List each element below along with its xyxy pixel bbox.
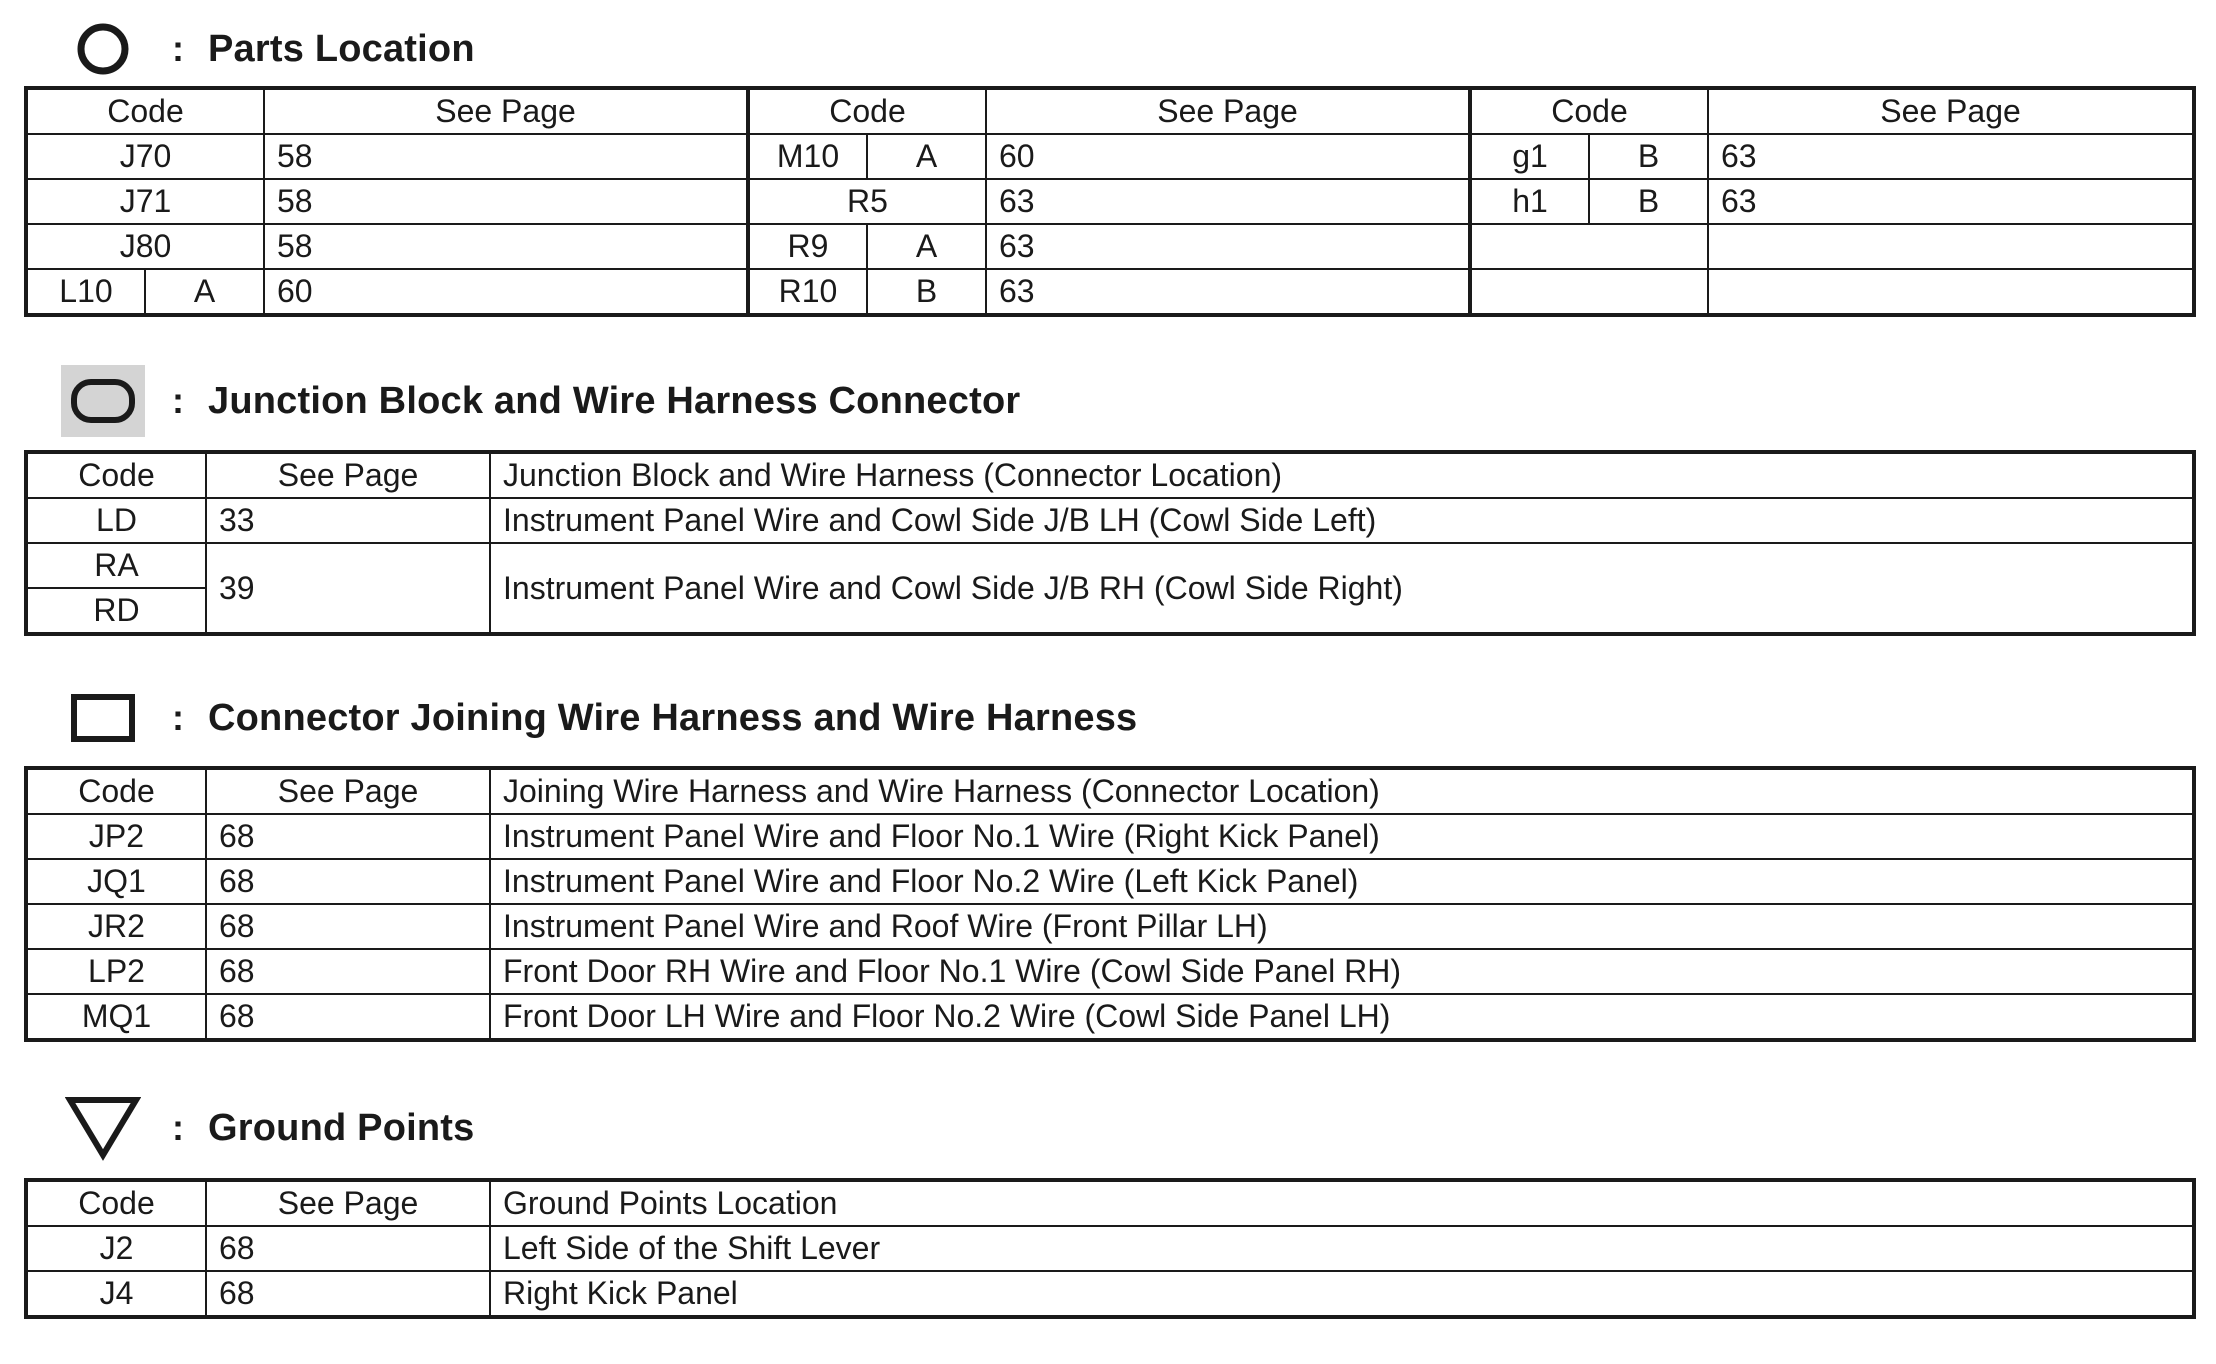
header-code: Code — [748, 88, 986, 134]
header-code: Code — [26, 768, 206, 814]
connector-code: JR2 — [26, 904, 206, 949]
table-row — [26, 543, 2194, 588]
section-title: Ground Points — [208, 1106, 475, 1149]
part-code: M10 — [748, 134, 867, 179]
header-description: Joining Wire Harness and Wire Harness (Connector Location) — [490, 768, 2194, 814]
connector-code: RA — [26, 543, 206, 588]
ground-code: J4 — [26, 1271, 206, 1317]
ground-description: Right Kick Panel — [490, 1271, 2194, 1317]
connector-description: Front Door RH Wire and Floor No.1 Wire (Cowl Side Panel RH) — [490, 949, 2194, 994]
table-row — [26, 179, 2194, 224]
header-see-page: See Page — [264, 88, 748, 134]
part-sub: A — [867, 134, 986, 179]
table-row — [26, 134, 2194, 179]
part-page: 58 — [264, 134, 748, 179]
table-row — [26, 1271, 2194, 1317]
header-code: Code — [26, 88, 264, 134]
empty-cell — [1470, 269, 1708, 315]
header-see-page: See Page — [206, 1180, 490, 1226]
rectangle-icon — [58, 683, 148, 753]
table-row — [26, 949, 2194, 994]
connector-page: 68 — [206, 859, 490, 904]
part-page: 60 — [264, 269, 748, 315]
connector-page: 68 — [206, 994, 490, 1040]
header-description: Ground Points Location — [490, 1180, 2194, 1226]
header-see-page: See Page — [206, 452, 490, 498]
section-colon: : — [172, 28, 184, 69]
part-sub: A — [145, 269, 264, 315]
circle-icon — [58, 14, 148, 84]
ground-page: 68 — [206, 1226, 490, 1271]
connector-code: MQ1 — [26, 994, 206, 1040]
junction-block-table — [24, 450, 2196, 636]
table-row — [26, 859, 2194, 904]
table-row — [26, 1226, 2194, 1271]
connector-description: Instrument Panel Wire and Floor No.1 Wire (Right Kick Panel) — [490, 814, 2194, 859]
table-header-row — [26, 768, 2194, 814]
part-code: R10 — [748, 269, 867, 315]
part-page: 63 — [986, 179, 1470, 224]
connector-description: Instrument Panel Wire and Cowl Side J/B LH (Cowl Side Left) — [490, 498, 2194, 543]
section-colon: : — [172, 1107, 184, 1148]
part-code: h1 — [1470, 179, 1589, 224]
section-colon: : — [172, 697, 184, 738]
table-row — [26, 904, 2194, 949]
header-code: Code — [26, 452, 206, 498]
section-header-junction-block — [58, 366, 1458, 436]
table-header-row — [26, 88, 2194, 134]
part-code: L10 — [26, 269, 145, 315]
table-row — [26, 814, 2194, 859]
header-see-page: See Page — [986, 88, 1470, 134]
part-page: 58 — [264, 179, 748, 224]
table-row — [26, 994, 2194, 1040]
connector-page: 33 — [206, 498, 490, 543]
part-page: 60 — [986, 134, 1470, 179]
part-sub: B — [1589, 179, 1708, 224]
part-sub: B — [867, 269, 986, 315]
ground-points-table — [24, 1178, 2196, 1319]
connector-description: Instrument Panel Wire and Cowl Side J/B RH (Cowl Side Right) — [490, 543, 2194, 634]
part-sub: A — [867, 224, 986, 269]
part-code: R9 — [748, 224, 867, 269]
connector-page: 68 — [206, 904, 490, 949]
part-code: J80 — [26, 224, 264, 269]
connector-code: JP2 — [26, 814, 206, 859]
connector-code: JQ1 — [26, 859, 206, 904]
header-code: Code — [1470, 88, 1708, 134]
empty-cell — [1708, 224, 2194, 269]
connector-code: LD — [26, 498, 206, 543]
part-page: 63 — [986, 224, 1470, 269]
table-row — [26, 498, 2194, 543]
part-page: 63 — [1708, 134, 2194, 179]
empty-cell — [1470, 224, 1708, 269]
table-header-row — [26, 1180, 2194, 1226]
header-see-page: See Page — [1708, 88, 2194, 134]
ground-code: J2 — [26, 1226, 206, 1271]
part-page: 63 — [986, 269, 1470, 315]
triangle-down-icon — [58, 1093, 148, 1163]
connector-page: 68 — [206, 949, 490, 994]
table-row — [26, 269, 2194, 315]
section-header-connector-joining — [58, 683, 1458, 753]
connector-description: Front Door LH Wire and Floor No.2 Wire (Cowl Side Panel LH) — [490, 994, 2194, 1040]
section-title: Parts Location — [208, 27, 475, 70]
part-code: J71 — [26, 179, 264, 224]
part-page: 58 — [264, 224, 748, 269]
header-see-page: See Page — [206, 768, 490, 814]
empty-cell — [1708, 269, 2194, 315]
connector-code: LP2 — [26, 949, 206, 994]
ground-description: Left Side of the Shift Lever — [490, 1226, 2194, 1271]
parts-location-table — [24, 86, 2196, 317]
rounded-rectangle-icon — [58, 366, 148, 436]
part-code: g1 — [1470, 134, 1589, 179]
part-page: 63 — [1708, 179, 2194, 224]
section-header-ground-points — [58, 1093, 1458, 1163]
part-code: J70 — [26, 134, 264, 179]
section-title: Connector Joining Wire Harness and Wire Harness — [208, 696, 1138, 739]
part-sub: B — [1589, 134, 1708, 179]
ground-page: 68 — [206, 1271, 490, 1317]
connector-page: 39 — [206, 543, 490, 634]
table-header-row — [26, 452, 2194, 498]
section-colon: : — [172, 380, 184, 421]
connector-code: RD — [26, 588, 206, 634]
connector-description: Instrument Panel Wire and Floor No.2 Wire (Left Kick Panel) — [490, 859, 2194, 904]
part-code: R5 — [748, 179, 986, 224]
section-title: Junction Block and Wire Harness Connector — [208, 379, 1021, 422]
connector-joining-table — [24, 766, 2196, 1042]
header-description: Junction Block and Wire Harness (Connector Location) — [490, 452, 2194, 498]
section-header-parts-location — [58, 14, 1458, 84]
connector-description: Instrument Panel Wire and Roof Wire (Front Pillar LH) — [490, 904, 2194, 949]
connector-page: 68 — [206, 814, 490, 859]
table-row — [26, 224, 2194, 269]
header-code: Code — [26, 1180, 206, 1226]
